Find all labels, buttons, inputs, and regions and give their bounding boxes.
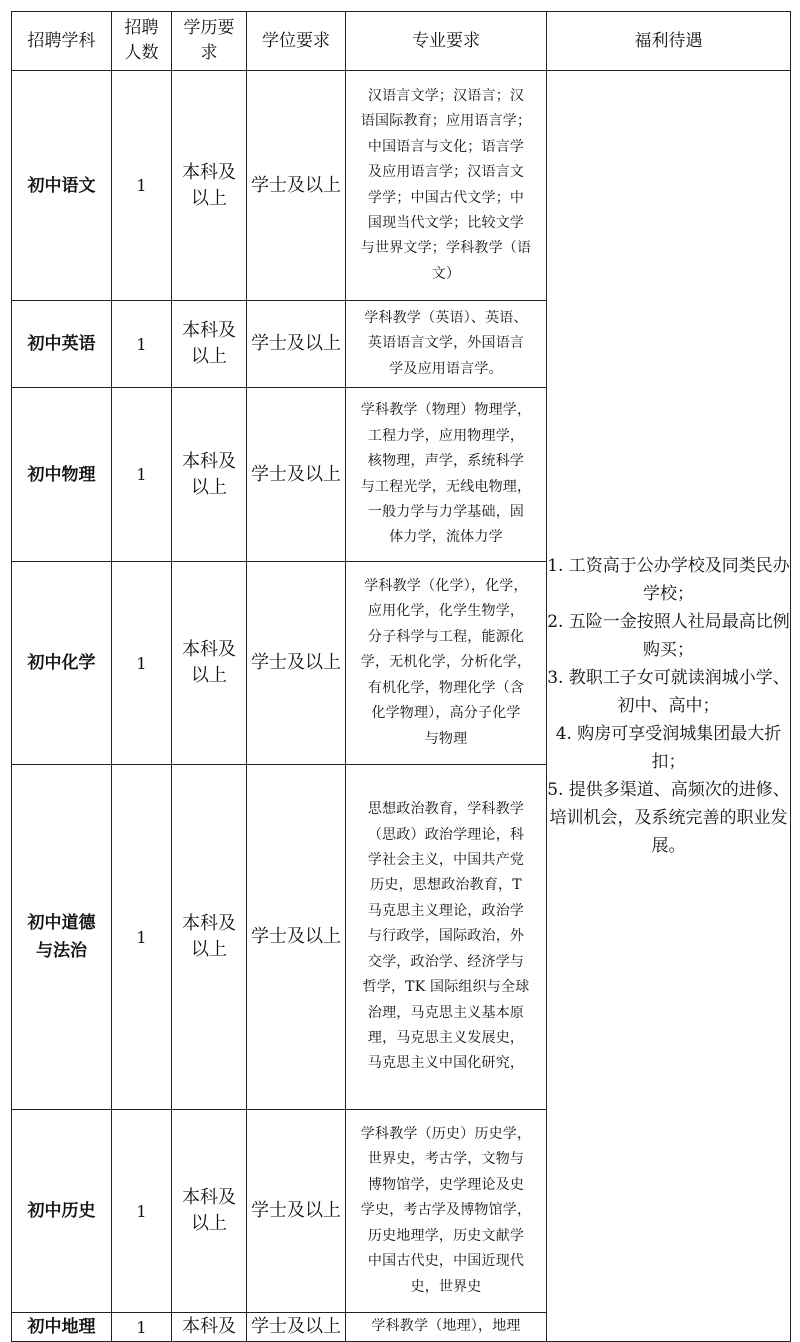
major-line: 哲学，TK 国际组织与全球: [362, 979, 530, 996]
education-cell: [172, 71, 247, 301]
degree-value: 学士及以上: [251, 926, 341, 947]
major-line: 工程力学，应用物理学，: [367, 427, 525, 444]
header-row: [12, 12, 791, 71]
major-line: 治理，马克思主义基本原: [367, 1004, 525, 1021]
major-line: 与工程光学，无线电物理，: [360, 478, 532, 495]
major-line: 英语语言文学，外国语言: [367, 335, 525, 352]
major-line: 学科教学（英语）、英语、: [364, 309, 528, 326]
major-line: 国现当代文学；比较文学: [367, 214, 525, 231]
header-major: 专业要求: [346, 12, 547, 71]
education-line: 以上: [191, 187, 227, 209]
major-line: 学科教学（化学），化学，: [364, 578, 528, 595]
education-cell: [172, 1110, 247, 1313]
education-line: 以上: [191, 665, 227, 686]
education-line: 以上: [191, 1213, 227, 1234]
subject-cell: [12, 1313, 112, 1342]
major-line: 语国际教育；应用语言学；: [360, 113, 532, 130]
education-line: 以上: [191, 476, 227, 498]
count-cell: [112, 562, 172, 765]
education-cell: [172, 765, 247, 1110]
subject-line: 初中历史: [27, 1201, 96, 1221]
welfare-item: 1. 工资高于公办学校及同类民办学校；: [547, 556, 790, 604]
count-value: 1: [136, 927, 147, 947]
major-line: 学科教学（历史）历史学，: [360, 1126, 532, 1143]
major-line: 文）: [431, 265, 461, 282]
count-value: 1: [136, 1317, 147, 1337]
major-line: 中国语言与文化；语言学: [367, 138, 525, 155]
major-cell: [346, 765, 547, 1110]
count-value: 1: [136, 465, 147, 484]
major-line: 核物理，声学，系统科学: [367, 453, 525, 470]
degree-value: 学士及以上: [251, 174, 341, 196]
major-cell: [346, 301, 547, 388]
welfare-item: 4. 购房可享受润城集团最大折扣；: [555, 724, 782, 772]
subject-cell: [12, 765, 112, 1110]
major-line: 化学物理），高分子化学: [371, 705, 521, 722]
subject-cell: [12, 562, 112, 765]
degree-cell: [247, 71, 346, 301]
degree-value: 学士及以上: [251, 333, 341, 354]
education-line: 本科及: [182, 320, 236, 341]
recruitment-table: [11, 11, 791, 1342]
major-cell: [346, 1313, 547, 1342]
header-welfare: 福利待遇: [547, 12, 791, 71]
header-education-line: 学历要: [183, 18, 235, 38]
education-cell: [172, 388, 247, 562]
major-cell: [346, 71, 547, 301]
count-value: 1: [136, 176, 147, 195]
subject-line: 初中物理: [27, 464, 96, 485]
education-cell: [172, 1313, 247, 1342]
subject-line: 初中道德: [27, 913, 96, 933]
subject-line: 初中化学: [27, 653, 96, 673]
major-line: 学科教学（地理），地理: [371, 1318, 521, 1335]
subject-line: 与法治: [36, 941, 87, 961]
education-line: 本科及: [182, 639, 236, 660]
major-line: 学及应用语言学。: [389, 360, 503, 377]
major-line: 思想政治教育，学科教学: [367, 801, 525, 818]
degree-cell: [247, 301, 346, 388]
major-line: 学学；中国古代文学；中: [367, 189, 525, 206]
major-line: 理，马克思主义发展史，: [367, 1029, 525, 1046]
subject-cell: [12, 301, 112, 388]
header-count-line: 人数: [124, 43, 159, 63]
header-subject: 招聘学科: [12, 12, 112, 71]
major-line: 应用化学，化学生物学，: [367, 603, 525, 620]
major-line: （思政）政治学理论，科: [367, 826, 525, 843]
count-cell: [112, 765, 172, 1110]
count-cell: [112, 1313, 172, 1342]
major-line: 中国古代史，中国近现代: [367, 1253, 525, 1270]
degree-value: 学士及以上: [251, 652, 341, 673]
degree-cell: [247, 388, 346, 562]
table-row: [12, 71, 791, 301]
header-education-line: 求: [200, 43, 218, 63]
count-cell: [112, 388, 172, 562]
count-cell: [112, 301, 172, 388]
major-line: 及应用语言学；汉语言文: [367, 164, 525, 181]
major-line: 历史地理学，历史文献学: [367, 1227, 525, 1244]
major-line: 与世界文学；学科教学（语: [360, 240, 532, 257]
degree-cell: [247, 1110, 346, 1313]
major-line: 史，世界史: [410, 1278, 482, 1295]
subject-cell: [12, 388, 112, 562]
education-cell: [172, 301, 247, 388]
major-cell: [346, 388, 547, 562]
header-degree: 学位要求: [247, 12, 346, 71]
degree-cell: [247, 1313, 346, 1342]
major-line: 博物馆学，史学理论及史: [367, 1176, 525, 1193]
major-cell: [346, 1110, 547, 1313]
subject-cell: [12, 1110, 112, 1313]
education-line: 以上: [191, 939, 227, 960]
major-line: 汉语言文学；汉语言；汉: [367, 87, 525, 104]
header-education: [172, 12, 247, 71]
welfare-item: 2. 五险一金按照人社局最高比例购买；: [547, 612, 790, 660]
subject-line: 初中语文: [27, 175, 96, 196]
welfare-item: 3. 教职工子女可就读润城小学、初中、高中；: [547, 668, 790, 716]
count-value: 1: [136, 653, 147, 673]
subject-line: 初中英语: [27, 334, 96, 354]
major-line: 世界史，考古学，文物与: [367, 1151, 525, 1168]
education-cell: [172, 562, 247, 765]
education-line: 本科及: [182, 161, 236, 183]
education-line: 以上: [191, 346, 227, 367]
welfare-cell: [547, 71, 791, 1342]
major-line: 马克思主义理论，政治学: [367, 902, 525, 919]
welfare-item: 5. 提供多渠道、高频次的进修、培训机会，及系统完善的职业发展。: [547, 780, 790, 856]
degree-value: 学士及以上: [251, 1200, 341, 1221]
header-count: [112, 12, 172, 71]
degree-value: 学士及以上: [251, 1316, 341, 1337]
major-line: 历史，思想政治教育，T: [370, 877, 522, 894]
major-line: 与行政学，国际政治，外: [367, 928, 525, 945]
degree-cell: [247, 562, 346, 765]
major-cell: [346, 562, 547, 765]
major-line: 交学，政治学、经济学与: [367, 953, 525, 970]
subject-line: 初中地理: [27, 1317, 96, 1337]
major-line: 马克思主义中国化研究，: [367, 1055, 525, 1072]
count-cell: [112, 71, 172, 301]
education-line: 本科及: [182, 913, 236, 934]
subject-cell: [12, 71, 112, 301]
major-line: 一般力学与力学基础，固: [367, 503, 525, 520]
degree-value: 学士及以上: [251, 463, 341, 485]
major-line: 有机化学，物理化学（含: [367, 679, 525, 696]
education-line: 本科及: [182, 450, 236, 472]
count-value: 1: [136, 334, 147, 354]
degree-cell: [247, 765, 346, 1110]
education-line: 本科及: [182, 1187, 236, 1208]
major-line: 学，无机化学，分析化学，: [360, 654, 532, 671]
count-value: 1: [136, 1201, 147, 1221]
count-cell: [112, 1110, 172, 1313]
major-line: 学社会主义，中国共产党: [367, 852, 525, 869]
major-line: 学科教学（物理）物理学，: [360, 402, 532, 419]
major-line: 体力学，流体力学: [389, 529, 503, 546]
major-line: 分子科学与工程，能源化: [367, 628, 525, 645]
major-line: 学史，考古学及博物馆学，: [360, 1202, 532, 1219]
major-line: 与物理: [424, 730, 468, 747]
education-line: 本科及: [182, 1316, 236, 1337]
header-count-line: 招聘: [124, 18, 159, 38]
